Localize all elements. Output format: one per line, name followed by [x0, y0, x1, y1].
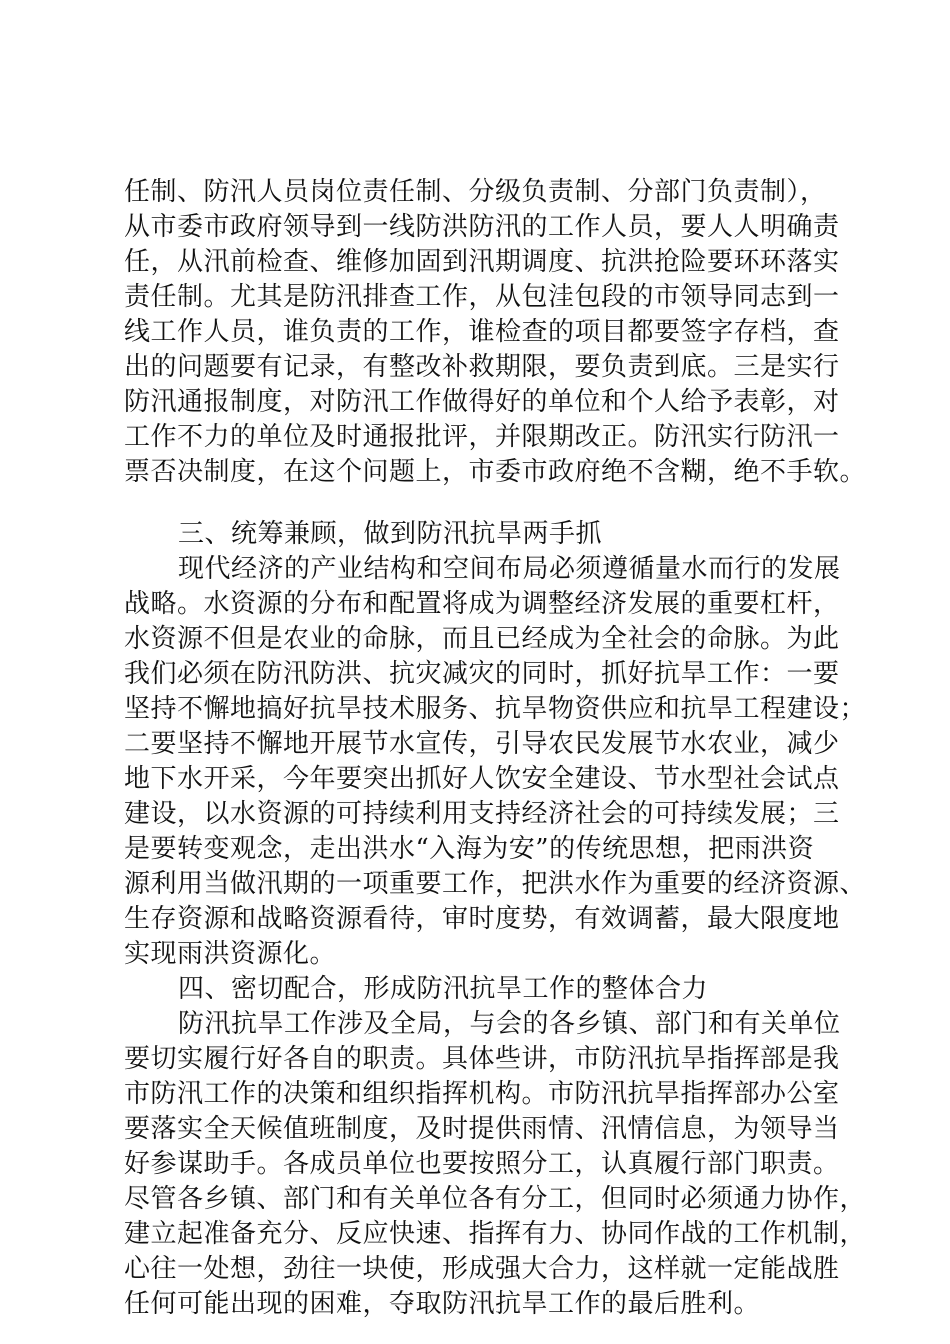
paragraph-line: 责任制。尤其是防汛排查工作，从包洼包段的市领导同志到一	[124, 282, 840, 312]
section-heading: 三、统筹兼顾，做到防汛抗旱两手抓	[178, 519, 603, 549]
paragraph-line: 建设，以水资源的可持续利用支持经济社会的可持续发展；三	[124, 799, 840, 829]
paragraph-line: 出的问题要有记录，有整改补救期限，要负责到底。三是实行	[124, 352, 840, 382]
paragraph-line: 心往一处想，劲往一块使，形成强大合力，这样就一定能战胜	[124, 1254, 840, 1284]
paragraph-line: 建立起准备充分、反应快速、指挥有力、协同作战的工作机制，	[124, 1219, 867, 1249]
paragraph-line: 生存资源和战略资源看待，审时度势，有效调蓄，最大限度地	[124, 904, 840, 934]
paragraph-line: 二要坚持不懈地开展节水宣传，引导农民发展节水农业，减少	[124, 729, 840, 759]
paragraph-line: 线工作人员，谁负责的工作，谁检查的项目都要签字存档，查	[124, 317, 840, 347]
paragraph-line: 市防汛工作的决策和组织指挥机构。市防汛抗旱指挥部办公室	[124, 1079, 840, 1109]
paragraph-line: 地下水开采，今年要突出抓好人饮安全建设、节水型社会试点	[124, 764, 840, 794]
paragraph-line: 尽管各乡镇、部门和有关单位各有分工，但同时必须通力协作，	[124, 1184, 867, 1214]
paragraph-line: 票否决制度，在这个问题上，市委市政府绝不含糊，绝不手软。	[124, 457, 867, 487]
paragraph-line: 战略。水资源的分布和配置将成为调整经济发展的重要杠杆，	[124, 589, 840, 619]
paragraph-line: 要切实履行好各自的职责。具体些讲，市防汛抗旱指挥部是我	[124, 1044, 840, 1074]
paragraph-line: 任制、防汛人员岗位责任制、分级负责制、分部门负责制），	[124, 177, 827, 207]
paragraph-line: 源利用当做汛期的一项重要工作，把洪水作为重要的经济资源、	[124, 869, 867, 899]
paragraph-line: 要落实全天候值班制度，及时提供雨情、汛情信息，为领导当	[124, 1114, 840, 1144]
paragraph-line: 坚持不懈地搞好抗旱技术服务、抗旱物资供应和抗旱工程建设；	[124, 694, 867, 724]
paragraph-line: 水资源不但是农业的命脉，而且已经成为全社会的命脉。为此	[124, 624, 840, 654]
section-heading: 四、密切配合，形成防汛抗旱工作的整体合力	[178, 974, 709, 1004]
paragraph-line: 工作不力的单位及时通报批评，并限期改正。防汛实行防汛一	[124, 422, 840, 452]
paragraph-line: 我们必须在防汛防洪、抗灾减灾的同时，抓好抗旱工作：一要	[124, 659, 840, 689]
paragraph-line: 从市委市政府领导到一线防洪防汛的工作人员，要人人明确责	[124, 212, 840, 242]
paragraph-line: 是要转变观念，走出洪水“入海为安”的传统思想，把雨洪资	[124, 834, 815, 864]
paragraph-line: 实现雨洪资源化。	[124, 939, 337, 969]
paragraph-line: 防汛抗旱工作涉及全局，与会的各乡镇、部门和有关单位	[178, 1009, 841, 1039]
paragraph-line: 防汛通报制度，对防汛工作做得好的单位和个人给予表彰，对	[124, 387, 840, 417]
paragraph-line: 任何可能出现的困难，夺取防汛抗旱工作的最后胜利。	[124, 1289, 761, 1319]
paragraph-line: 现代经济的产业结构和空间布局必须遵循量水而行的发展	[178, 554, 841, 584]
paragraph-line: 好参谋助手。各成员单位也要按照分工，认真履行部门职责。	[124, 1149, 840, 1179]
paragraph-line: 任，从汛前检查、维修加固到汛期调度、抗洪抢险要环环落实	[124, 247, 840, 277]
